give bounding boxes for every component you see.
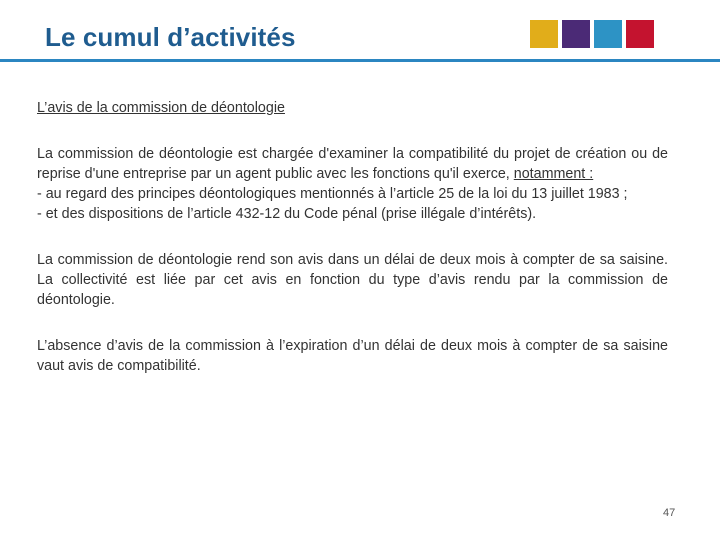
slide-title: Le cumul d’activités (45, 22, 296, 52)
color-swatch-gold (530, 20, 558, 48)
paragraph-delai: La commission de déontologie rend son avis dans un délai de deux mois à compter de sa saisine. La collectivité est liée par cet avis en fonction du type d’avis rendu par la commission de déontologie. (37, 252, 668, 308)
title-rule (0, 59, 720, 62)
page-number: 47 (663, 507, 676, 519)
color-bar (530, 20, 658, 48)
color-swatch-purple (562, 20, 590, 48)
section-heading: L’avis de la commission de déontologie (37, 100, 285, 116)
color-swatch-red (626, 20, 654, 48)
paragraph-absence-avis: L’absence d’avis de la commission à l’expiration d’un délai de deux mois à compter de sa saisine vaut avis de compatibilité. (37, 338, 668, 374)
paragraph-mission (37, 144, 668, 184)
paragraph-mission-text: La commission de déontologie est chargée d'examiner la compatibilité du projet de création ou de reprise d'une entreprise par un agent public avec les fonctions qu'il exerce, (37, 146, 668, 182)
underlined-notamment: notamment : (513, 166, 594, 182)
color-swatch-blue (594, 20, 622, 48)
bullet-code-penal: - et des dispositions de l’article 432-12 du Code pénal (prise illégale d’intérêts). (37, 206, 537, 222)
slide-body (37, 98, 668, 376)
bullet-article-25: - au regard des principes déontologiques mentionnés à l’article 25 de la loi du 13 juillet 1983 ; (37, 186, 628, 202)
